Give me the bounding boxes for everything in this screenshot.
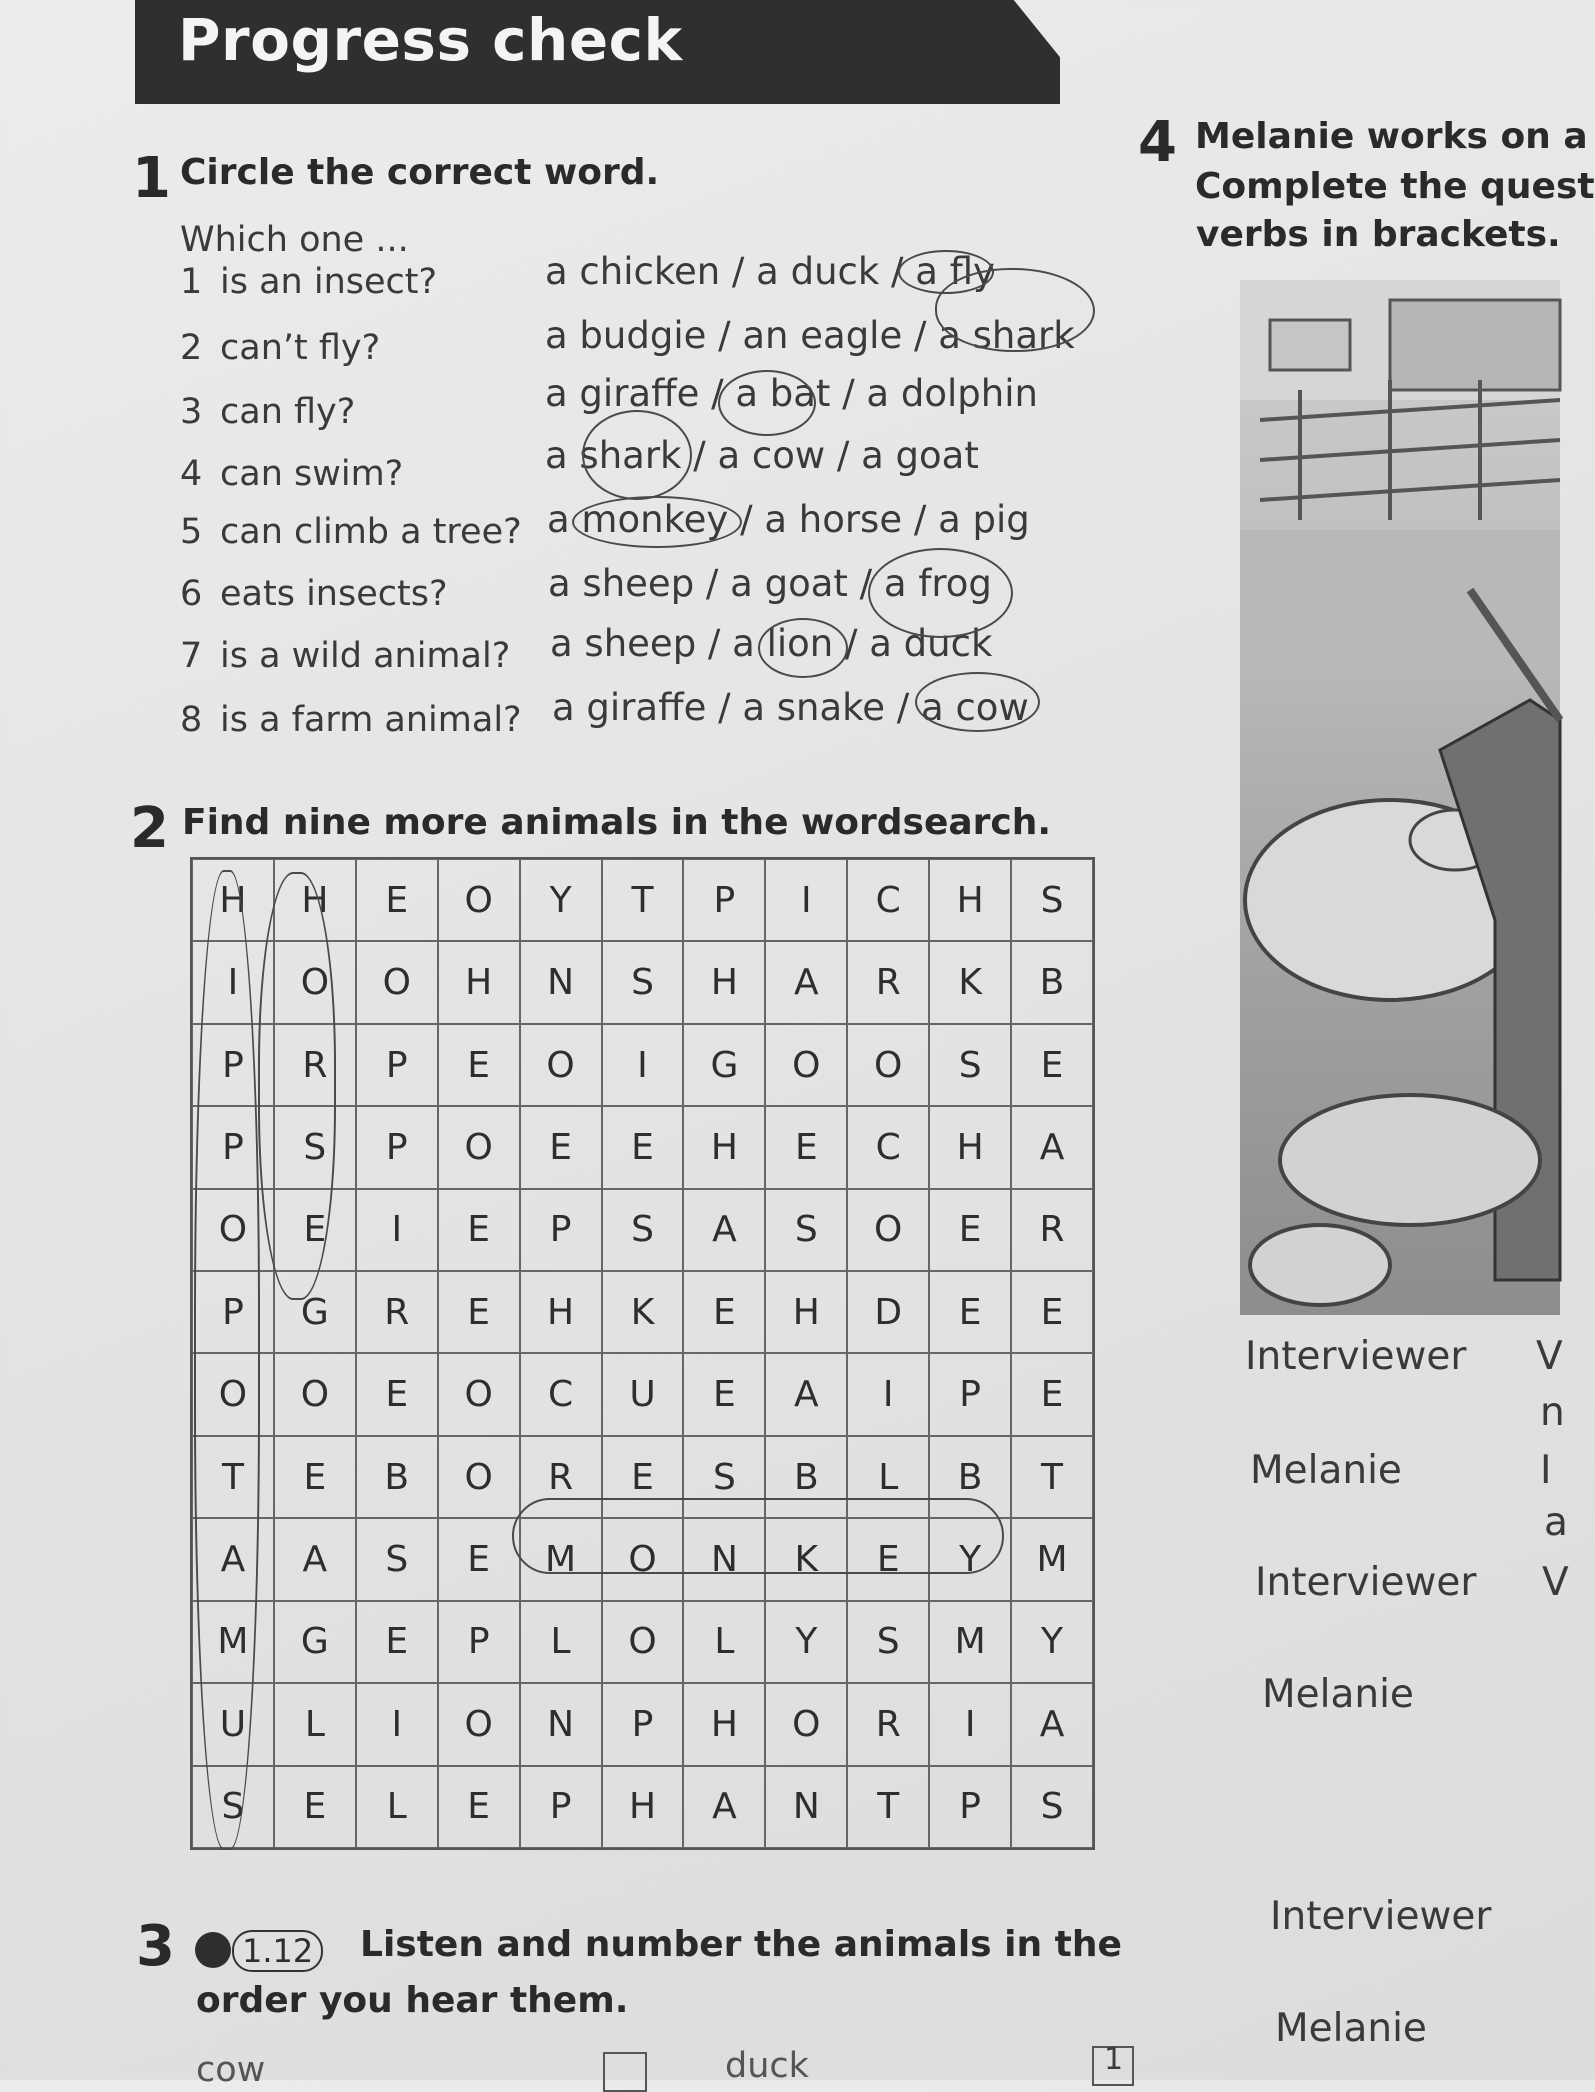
- exercise-4-title-line3: verbs in brackets.: [1196, 214, 1561, 255]
- audio-track-badge: 1.12: [232, 1930, 323, 1972]
- exercise-4-number: 4: [1138, 110, 1177, 175]
- wordsearch-cell[interactable]: P: [192, 1271, 274, 1353]
- wordsearch-cell[interactable]: R: [274, 1024, 356, 1106]
- wordsearch-cell[interactable]: P: [929, 1766, 1011, 1848]
- wordsearch-cell[interactable]: S: [929, 1024, 1011, 1106]
- wordsearch-cell[interactable]: P: [929, 1353, 1011, 1435]
- speaker-label: Melanie: [1275, 2006, 1427, 2051]
- audio-cd-icon[interactable]: [195, 1932, 231, 1968]
- exercise-3-title: Listen and number the animals in the: [360, 1924, 1122, 1965]
- speaker-label: Melanie: [1262, 1672, 1414, 1717]
- wordsearch-cell[interactable]: U: [602, 1353, 684, 1435]
- wordsearch-cell[interactable]: S: [602, 1189, 684, 1271]
- wordsearch-cell[interactable]: T: [847, 1766, 929, 1848]
- wordsearch-cell[interactable]: S: [683, 1436, 765, 1518]
- wordsearch-cell[interactable]: E: [438, 1189, 520, 1271]
- wordsearch-cell[interactable]: N: [765, 1766, 847, 1848]
- wordsearch-cell[interactable]: M: [520, 1518, 602, 1600]
- wordsearch-cell[interactable]: O: [765, 1683, 847, 1765]
- question-options[interactable]: a monkey / a horse / a pig: [547, 498, 1030, 541]
- wordsearch-cell[interactable]: T: [192, 1436, 274, 1518]
- wordsearch-cell[interactable]: A: [765, 941, 847, 1023]
- wordsearch-cell[interactable]: S: [1011, 859, 1093, 941]
- question-number: 2: [180, 328, 203, 368]
- wordsearch-cell[interactable]: E: [683, 1353, 765, 1435]
- wordsearch-cell[interactable]: I: [847, 1353, 929, 1435]
- animal-label: duck: [725, 2046, 809, 2086]
- exercise-1-intro: Which one ...: [180, 220, 409, 260]
- farm-illustration: [1240, 280, 1560, 1315]
- wordsearch-cell[interactable]: O: [602, 1518, 684, 1600]
- pen-circle-mark: [512, 1498, 1004, 1574]
- wordsearch-cell[interactable]: R: [520, 1436, 602, 1518]
- pen-circle-mark: [194, 870, 260, 1850]
- wordsearch-cell[interactable]: A: [683, 1766, 765, 1848]
- wordsearch-cell[interactable]: M: [192, 1601, 274, 1683]
- wordsearch-cell[interactable]: A: [765, 1353, 847, 1435]
- wordsearch-cell[interactable]: E: [602, 1106, 684, 1188]
- question-text: can fly?: [220, 392, 356, 432]
- question-text: is an insect?: [220, 262, 438, 302]
- wordsearch-cell[interactable]: I: [356, 1189, 438, 1271]
- wordsearch-cell[interactable]: E: [274, 1436, 356, 1518]
- wordsearch-cell[interactable]: K: [765, 1518, 847, 1600]
- wordsearch-cell[interactable]: U: [192, 1683, 274, 1765]
- speaker-label: Interviewer: [1255, 1560, 1477, 1605]
- wordsearch-cell[interactable]: C: [847, 859, 929, 941]
- wordsearch-cell[interactable]: H: [602, 1766, 684, 1848]
- question-text: eats insects?: [220, 574, 448, 614]
- wordsearch-cell[interactable]: G: [683, 1024, 765, 1106]
- wordsearch-cell[interactable]: H: [438, 941, 520, 1023]
- wordsearch-cell[interactable]: E: [929, 1271, 1011, 1353]
- question-options[interactable]: a budgie / an eagle / a shark: [545, 314, 1075, 357]
- wordsearch-cell[interactable]: A: [1011, 1683, 1093, 1765]
- wordsearch-cell[interactable]: H: [929, 1106, 1011, 1188]
- dialogue-line-fragment: V: [1536, 1334, 1563, 1379]
- wordsearch-cell[interactable]: P: [438, 1601, 520, 1683]
- wordsearch-cell[interactable]: I: [192, 941, 274, 1023]
- wordsearch-cell[interactable]: E: [438, 1271, 520, 1353]
- wordsearch-cell[interactable]: E: [438, 1518, 520, 1600]
- question-number: 4: [180, 454, 203, 494]
- wordsearch-cell[interactable]: O: [765, 1024, 847, 1106]
- wordsearch-cell[interactable]: E: [356, 1601, 438, 1683]
- wordsearch-cell[interactable]: H: [274, 859, 356, 941]
- wordsearch-cell[interactable]: E: [765, 1106, 847, 1188]
- wordsearch-cell[interactable]: O: [438, 1683, 520, 1765]
- wordsearch-cell[interactable]: S: [1011, 1766, 1093, 1848]
- wordsearch-cell[interactable]: B: [929, 1436, 1011, 1518]
- question-text: can’t fly?: [220, 328, 381, 368]
- pen-circle-mark: [935, 268, 1095, 352]
- wordsearch-cell[interactable]: S: [847, 1601, 929, 1683]
- dialogue-line-fragment: a: [1544, 1500, 1568, 1545]
- wordsearch-cell[interactable]: G: [274, 1271, 356, 1353]
- speaker-label: Interviewer: [1245, 1334, 1467, 1379]
- question-number: 3: [180, 392, 203, 432]
- pen-circle-mark: [758, 618, 848, 678]
- wordsearch-cell[interactable]: P: [356, 1024, 438, 1106]
- wordsearch-cell[interactable]: H: [765, 1271, 847, 1353]
- wordsearch-cell[interactable]: O: [438, 1106, 520, 1188]
- wordsearch-cell[interactable]: E: [520, 1106, 602, 1188]
- wordsearch-cell[interactable]: E: [1011, 1353, 1093, 1435]
- exercise-2-number: 2: [130, 796, 169, 861]
- question-options[interactable]: a chicken / a duck / a fly: [545, 250, 995, 293]
- wordsearch-cell[interactable]: S: [765, 1189, 847, 1271]
- wordsearch-cell[interactable]: O: [438, 1353, 520, 1435]
- wordsearch-cell[interactable]: C: [847, 1106, 929, 1188]
- wordsearch-cell[interactable]: O: [192, 1189, 274, 1271]
- wordsearch-cell[interactable]: I: [929, 1683, 1011, 1765]
- wordsearch-cell[interactable]: P: [683, 859, 765, 941]
- wordsearch-cell[interactable]: I: [602, 1024, 684, 1106]
- question-number: 5: [180, 512, 203, 552]
- wordsearch-cell[interactable]: E: [438, 1766, 520, 1848]
- wordsearch-cell[interactable]: H: [683, 941, 765, 1023]
- wordsearch-cell[interactable]: R: [1011, 1189, 1093, 1271]
- wordsearch-cell[interactable]: E: [1011, 1271, 1093, 1353]
- exercise-3-number: 3: [136, 1914, 175, 1979]
- wordsearch-cell[interactable]: A: [192, 1518, 274, 1600]
- wordsearch-cell[interactable]: E: [438, 1024, 520, 1106]
- wordsearch-cell[interactable]: C: [520, 1353, 602, 1435]
- question-text: can swim?: [220, 454, 404, 494]
- wordsearch-cell[interactable]: S: [192, 1766, 274, 1848]
- pen-circle-mark: [718, 370, 816, 436]
- question-options[interactable]: a sheep / a goat / a frog: [548, 562, 992, 605]
- wordsearch-cell[interactable]: N: [520, 1683, 602, 1765]
- question-text: is a wild animal?: [220, 636, 511, 676]
- wordsearch-cell[interactable]: O: [274, 941, 356, 1023]
- wordsearch-cell[interactable]: P: [192, 1106, 274, 1188]
- exercise-4-title: Melanie works on a: [1195, 116, 1588, 157]
- exercise-4-title-line2: Complete the quest: [1195, 166, 1595, 207]
- pen-circle-mark: [572, 496, 742, 548]
- wordsearch-cell[interactable]: A: [1011, 1106, 1093, 1188]
- wordsearch-cell[interactable]: E: [274, 1766, 356, 1848]
- dialogue-line-fragment: V: [1542, 1560, 1569, 1605]
- wordsearch-cell[interactable]: Y: [1011, 1601, 1093, 1683]
- wordsearch-cell[interactable]: H: [192, 859, 274, 941]
- wordsearch-cell[interactable]: E: [274, 1189, 356, 1271]
- wordsearch-cell[interactable]: O: [847, 1189, 929, 1271]
- wordsearch-cell[interactable]: E: [602, 1436, 684, 1518]
- exercise-3-title-line2: order you hear them.: [196, 1980, 629, 2021]
- wordsearch-cell[interactable]: I: [765, 859, 847, 941]
- page-title: Progress check: [178, 6, 683, 74]
- wordsearch-cell[interactable]: E: [847, 1518, 929, 1600]
- exercise-2-title: Find nine more animals in the wordsearch.: [182, 802, 1052, 843]
- wordsearch-cell[interactable]: P: [520, 1766, 602, 1848]
- wordsearch-cell[interactable]: O: [438, 859, 520, 941]
- farm-drawing: [1240, 280, 1560, 1315]
- wordsearch-cell[interactable]: O: [438, 1436, 520, 1518]
- wordsearch-cell[interactable]: S: [274, 1106, 356, 1188]
- question-options[interactable]: a giraffe / a bat / a dolphin: [545, 372, 1038, 415]
- wordsearch-cell[interactable]: T: [1011, 1436, 1093, 1518]
- wordsearch-cell[interactable]: B: [1011, 941, 1093, 1023]
- wordsearch-cell[interactable]: L: [847, 1436, 929, 1518]
- pen-circle-mark: [258, 872, 336, 1300]
- exercise-1-number: 1: [132, 146, 171, 211]
- wordsearch-cell[interactable]: N: [520, 941, 602, 1023]
- wordsearch-cell[interactable]: E: [683, 1271, 765, 1353]
- pen-circle-mark: [868, 548, 1013, 638]
- pen-circle-mark: [582, 410, 692, 500]
- wordsearch-cell[interactable]: O: [192, 1353, 274, 1435]
- pen-circle-mark: [915, 672, 1040, 732]
- wordsearch-cell[interactable]: O: [274, 1353, 356, 1435]
- wordsearch-cell[interactable]: E: [356, 1353, 438, 1435]
- question-text: is a farm animal?: [220, 700, 522, 740]
- animal-label: cow: [196, 2050, 266, 2090]
- question-number: 6: [180, 574, 203, 614]
- wordsearch-cell[interactable]: B: [765, 1436, 847, 1518]
- question-options[interactable]: a sheep / a lion / a duck: [550, 622, 993, 665]
- wordsearch-cell[interactable]: O: [356, 941, 438, 1023]
- wordsearch-cell[interactable]: L: [356, 1766, 438, 1848]
- wordsearch-cell[interactable]: G: [274, 1601, 356, 1683]
- wordsearch-cell[interactable]: P: [602, 1683, 684, 1765]
- speaker-label: Melanie: [1250, 1448, 1402, 1493]
- wordsearch-cell[interactable]: I: [356, 1683, 438, 1765]
- wordsearch-cell[interactable]: M: [929, 1601, 1011, 1683]
- wordsearch-cell[interactable]: L: [683, 1601, 765, 1683]
- dialogue-line-fragment: n: [1540, 1390, 1565, 1435]
- wordsearch-cell[interactable]: H: [683, 1683, 765, 1765]
- wordsearch-cell[interactable]: Y: [765, 1601, 847, 1683]
- wordsearch-cell[interactable]: A: [683, 1189, 765, 1271]
- wordsearch-cell[interactable]: N: [683, 1518, 765, 1600]
- wordsearch-cell[interactable]: P: [192, 1024, 274, 1106]
- question-number: 1: [180, 262, 203, 302]
- wordsearch-cell[interactable]: Y: [520, 859, 602, 941]
- question-number: 7: [180, 636, 203, 676]
- wordsearch-cell[interactable]: D: [847, 1271, 929, 1353]
- speaker-label: Interviewer: [1270, 1894, 1492, 1939]
- wordsearch-cell[interactable]: S: [602, 941, 684, 1023]
- question-number: 8: [180, 700, 203, 740]
- question-text: can climb a tree?: [220, 512, 522, 552]
- question-options[interactable]: a shark / a cow / a goat: [545, 434, 979, 477]
- wordsearch-cell[interactable]: L: [274, 1683, 356, 1765]
- wordsearch-cell[interactable]: K: [602, 1271, 684, 1353]
- wordsearch-cell[interactable]: E: [929, 1189, 1011, 1271]
- wordsearch-cell[interactable]: M: [1011, 1518, 1093, 1600]
- wordsearch-cell[interactable]: A: [274, 1518, 356, 1600]
- wordsearch-cell[interactable]: O: [520, 1024, 602, 1106]
- wordsearch-cell[interactable]: B: [356, 1436, 438, 1518]
- wordsearch-cell[interactable]: H: [929, 859, 1011, 941]
- wordsearch-cell[interactable]: Y: [929, 1518, 1011, 1600]
- exercise-1-title: Circle the correct word.: [180, 152, 660, 193]
- wordsearch-cell[interactable]: O: [602, 1601, 684, 1683]
- wordsearch-cell[interactable]: K: [929, 941, 1011, 1023]
- wordsearch-cell[interactable]: T: [602, 859, 684, 941]
- wordsearch-cell[interactable]: E: [356, 859, 438, 941]
- wordsearch-cell[interactable]: R: [847, 941, 929, 1023]
- wordsearch-cell[interactable]: P: [356, 1106, 438, 1188]
- answer-box[interactable]: [603, 2052, 647, 2092]
- wordsearch-cell[interactable]: R: [847, 1683, 929, 1765]
- wordsearch-cell[interactable]: H: [520, 1271, 602, 1353]
- wordsearch-cell[interactable]: P: [520, 1189, 602, 1271]
- wordsearch-cell[interactable]: E: [1011, 1024, 1093, 1106]
- question-options[interactable]: a giraffe / a snake / a cow: [552, 686, 1029, 729]
- wordsearch-cell[interactable]: H: [683, 1106, 765, 1188]
- wordsearch-cell[interactable]: S: [356, 1518, 438, 1600]
- wordsearch-cell[interactable]: O: [847, 1024, 929, 1106]
- wordsearch-cell[interactable]: L: [520, 1601, 602, 1683]
- answer-value: 1: [1104, 2042, 1124, 2077]
- wordsearch-cell[interactable]: R: [356, 1271, 438, 1353]
- dialogue-line-fragment: I: [1540, 1448, 1552, 1493]
